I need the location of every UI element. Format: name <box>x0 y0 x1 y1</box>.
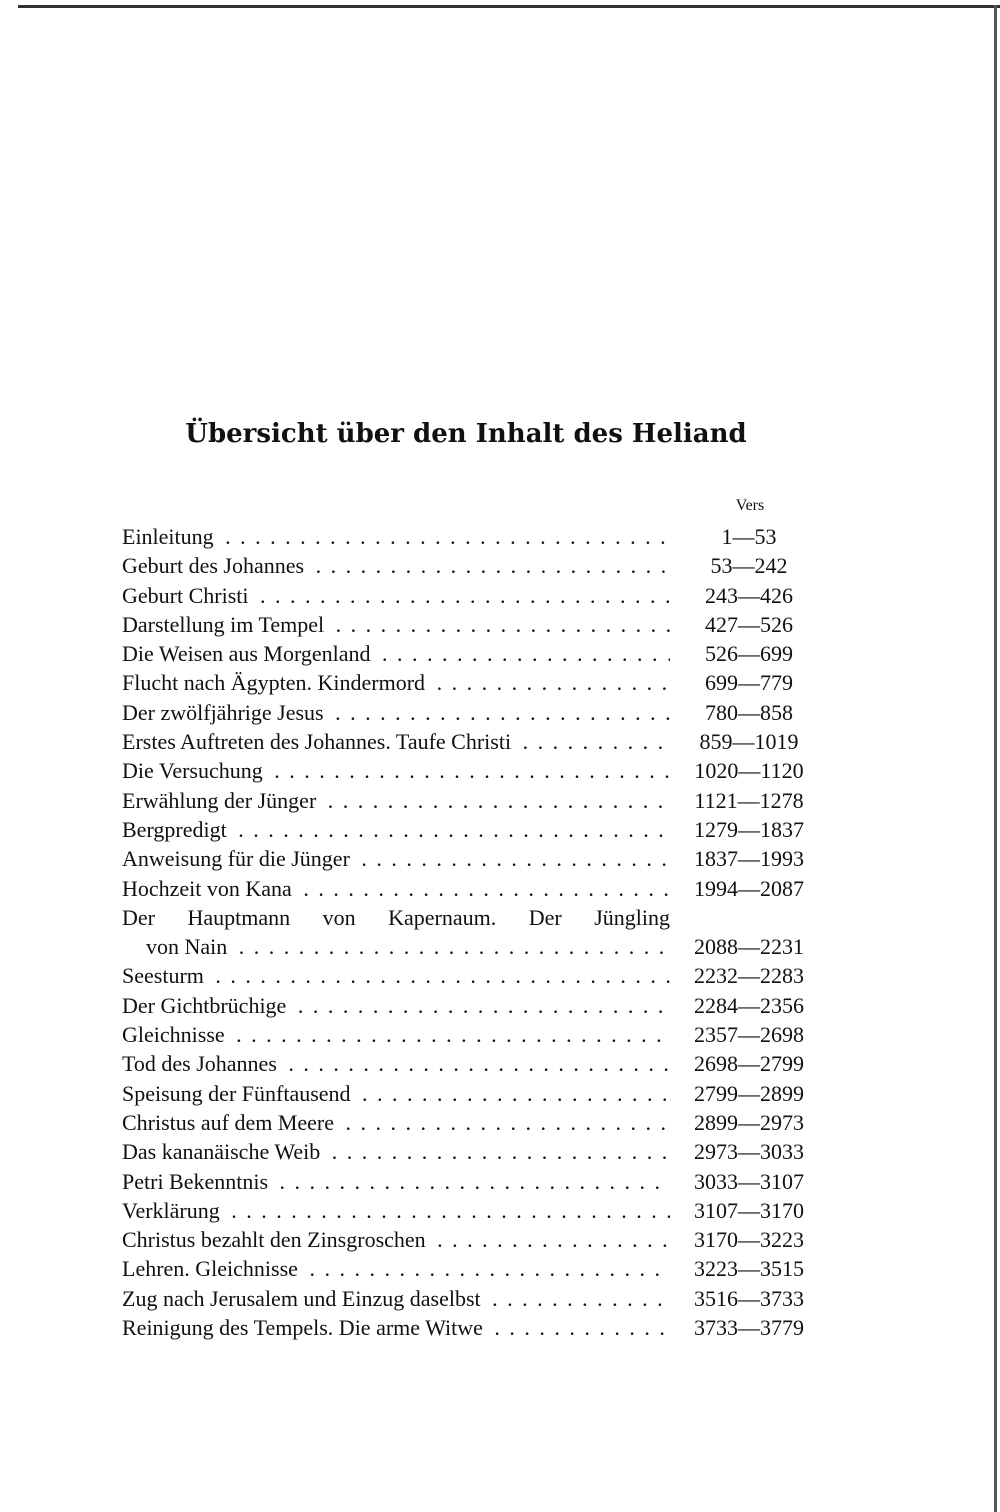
toc-entry <box>122 1079 812 1108</box>
toc-entry-range: 3733—3779 <box>694 1315 804 1341</box>
table-of-contents <box>122 522 812 1342</box>
toc-entry-label: Hochzeit von Kana . . . <box>122 874 670 903</box>
toc-entry-label: Darstellung im Tempel . . . <box>122 610 670 639</box>
toc-entry <box>122 1049 812 1078</box>
toc-entry-label: Speisung der Fünftausend . . . <box>122 1079 670 1108</box>
toc-entry-range: 2357—2698 <box>694 1022 804 1048</box>
toc-entry-range: 3107—3170 <box>694 1197 804 1223</box>
toc-entry <box>122 522 812 551</box>
toc-entry <box>122 756 812 785</box>
toc-entry-label: Christus bezahlt den Zinsgroschen . . . <box>122 1225 670 1254</box>
toc-entry-label: Tod des Johannes . . . <box>122 1049 670 1078</box>
toc-entry-label: Lehren. Gleichnisse . . . <box>122 1254 670 1283</box>
toc-entry-label: Die Versuchung . . . <box>122 756 670 785</box>
toc-entry-label: Der Gichtbrüchige . . . <box>122 991 670 1020</box>
toc-entry <box>122 610 812 639</box>
toc-entry-range: 1994—2087 <box>694 875 804 901</box>
toc-entry <box>122 581 812 610</box>
toc-entry-range: 3516—3733 <box>694 1285 804 1311</box>
toc-entry-range: 2698—2799 <box>694 1051 804 1077</box>
toc-entry <box>122 991 812 1020</box>
toc-entry-label: Erstes Auftreten des Johannes. Taufe Christi . . . <box>122 727 670 756</box>
toc-entry-range: 243—426 <box>705 582 793 608</box>
toc-entry-label: Seesturm . . . <box>122 961 670 990</box>
toc-entry-label: Petri Bekenntnis . . . <box>122 1167 670 1196</box>
toc-entry <box>122 1137 812 1166</box>
toc-entry-label: Anweisung für die Jünger . . . <box>122 844 670 873</box>
vers-column-header: Vers <box>735 497 765 514</box>
toc-entry-first-line <box>122 903 670 932</box>
toc-entry <box>122 1254 812 1283</box>
toc-entry-range: 1837—1993 <box>694 846 804 872</box>
toc-entry-range: 2899—2973 <box>694 1109 804 1135</box>
toc-entry-label: von Nain . . . <box>122 932 670 961</box>
toc-entry-label: Geburt Christi . . . <box>122 581 670 610</box>
toc-entry <box>122 1284 812 1313</box>
toc-entry <box>122 1108 812 1137</box>
toc-entry-label: Der zwölfjährige Jesus . . . <box>122 698 670 727</box>
toc-entry <box>122 786 812 815</box>
toc-entry <box>122 844 812 873</box>
toc-entry <box>122 639 812 668</box>
toc-entry <box>122 874 812 903</box>
toc-entry-range: 699—779 <box>705 670 793 696</box>
toc-entry-label: Der Hauptmann von Kapernaum. Der Jüngling <box>122 904 670 930</box>
toc-entry-range: 1020—1120 <box>694 758 804 784</box>
toc-entry-label: Erwählung der Jünger . . . <box>122 786 670 815</box>
toc-entry-range: 2973—3033 <box>694 1139 804 1165</box>
toc-entry-label: Gleichnisse . . . <box>122 1020 670 1049</box>
toc-entry-range: 3170—3223 <box>694 1227 804 1253</box>
toc-entry-label: Flucht nach Ägypten. Kindermord . . . <box>122 668 670 697</box>
toc-entry-label: Christus auf dem Meere . . . <box>122 1108 670 1137</box>
toc-entry <box>122 698 812 727</box>
toc-entry <box>122 551 812 580</box>
toc-entry <box>122 668 812 697</box>
toc-entry-range: 3223—3515 <box>694 1256 804 1282</box>
toc-entry-label: Die Weisen aus Morgenland . . . <box>122 639 670 668</box>
toc-entry <box>122 815 812 844</box>
toc-entry-range: 2088—2231 <box>694 934 804 960</box>
toc-entry-range: 53—242 <box>710 553 788 579</box>
toc-entry-range: 2284—2356 <box>694 992 804 1018</box>
toc-entry <box>122 961 812 990</box>
toc-entry <box>122 1167 812 1196</box>
toc-entry-range: 1121—1278 <box>694 787 804 813</box>
toc-entry <box>122 1225 812 1254</box>
toc-entry <box>122 1313 812 1342</box>
toc-entry-range: 1—53 <box>721 524 777 549</box>
right-edge-rule <box>994 5 997 1512</box>
toc-entry-label: Verklärung . . . <box>122 1196 670 1225</box>
toc-entry <box>122 1196 812 1225</box>
toc-entry <box>122 1020 812 1049</box>
toc-entry-continuation <box>122 932 812 961</box>
top-edge-rule <box>18 5 1000 8</box>
toc-entry-label: Zug nach Jerusalem und Einzug daselbst . . . <box>122 1284 670 1313</box>
toc-entry-range: 2799—2899 <box>694 1080 804 1106</box>
toc-entry-label: Reinigung des Tempels. Die arme Witwe . . . <box>122 1313 670 1342</box>
toc-entry-range: 3033—3107 <box>694 1168 804 1194</box>
toc-entry-label: Das kananäische Weib . . . <box>122 1137 670 1166</box>
toc-entry-range: 2232—2283 <box>694 963 804 989</box>
toc-entry-range: 526—699 <box>705 641 793 667</box>
toc-entry-range: 859—1019 <box>699 729 799 755</box>
toc-entry-range: 1279—1837 <box>694 816 804 842</box>
toc-entry-label: Geburt des Johannes . . . <box>122 551 670 580</box>
toc-entry-range: 780—858 <box>705 699 793 725</box>
toc-entry-label: Bergpredigt . . . <box>122 815 670 844</box>
toc-entry-range: 427—526 <box>705 611 793 637</box>
toc-entry <box>122 727 812 756</box>
toc-entry-label: Einleitung . . . <box>122 522 670 551</box>
page-title: Übersicht über den Inhalt des Heliand <box>185 419 747 449</box>
